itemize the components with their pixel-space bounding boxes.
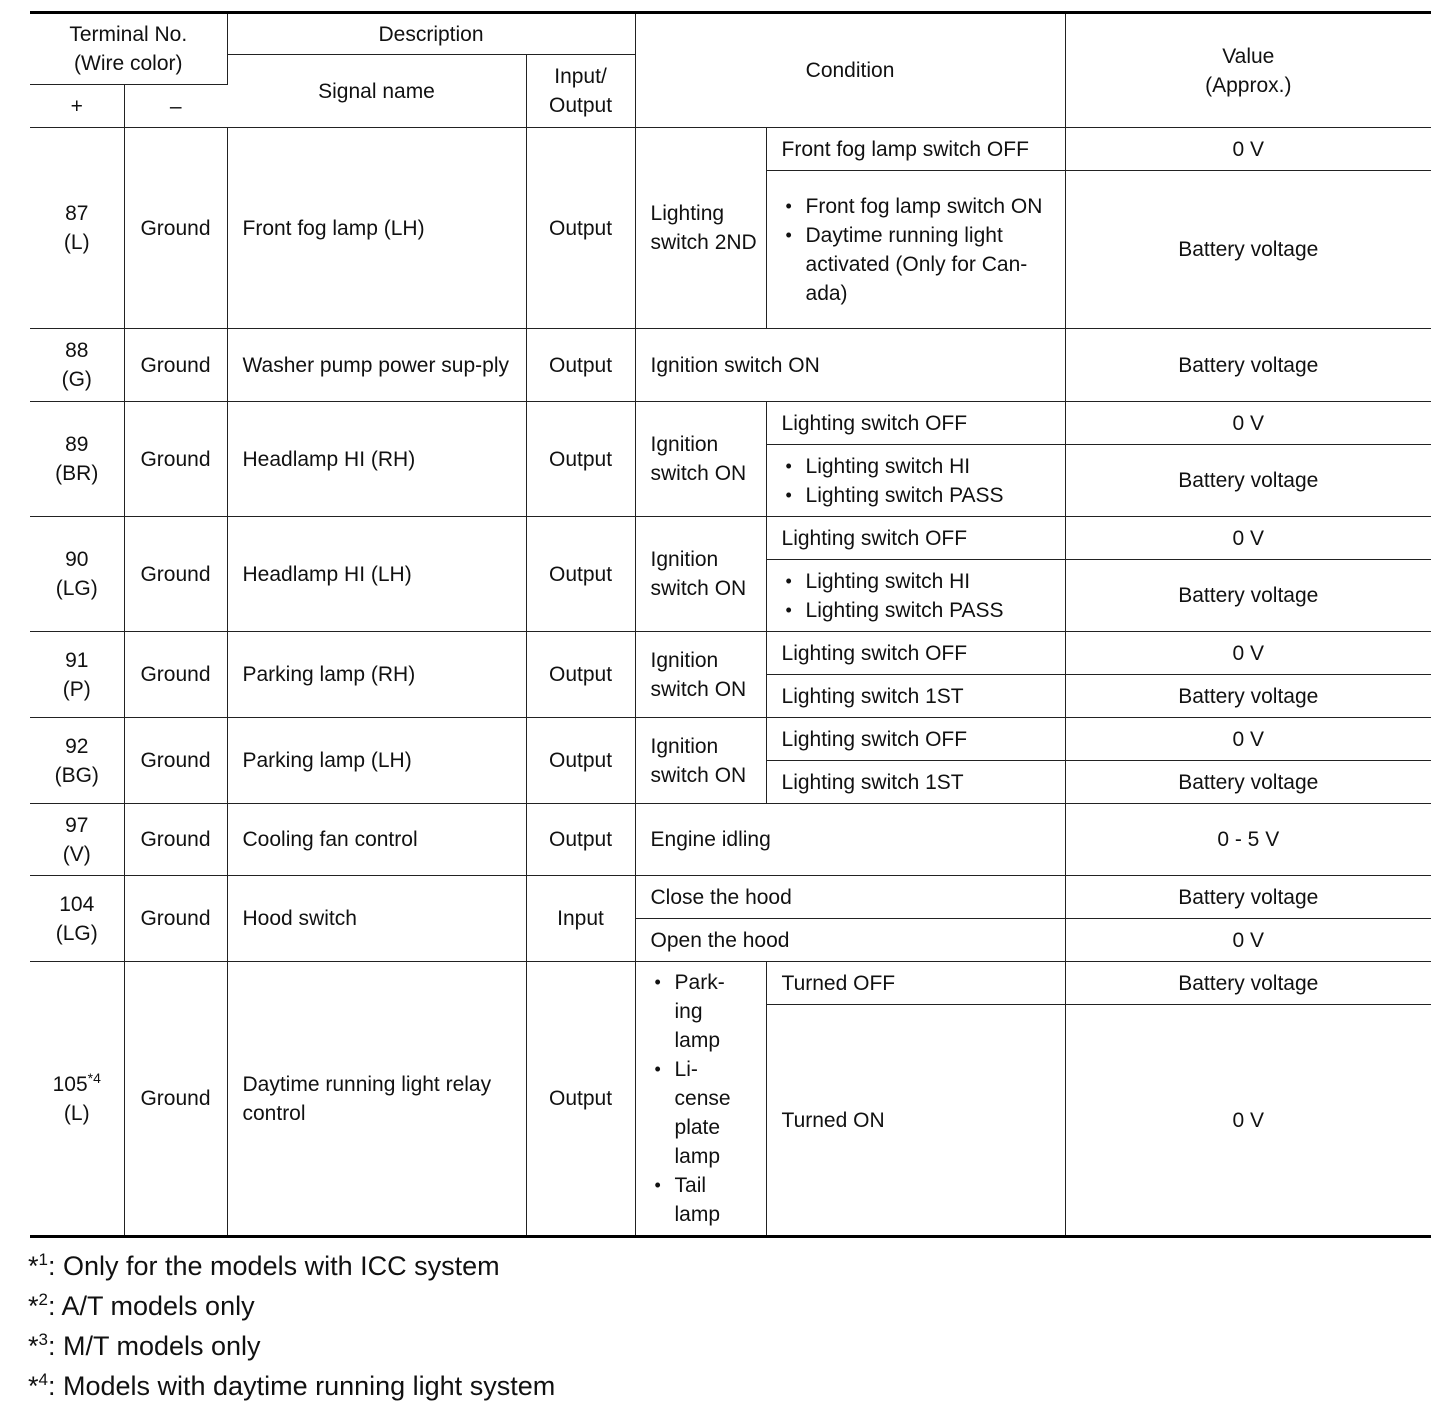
sub-condition: Lighting switch OFF xyxy=(766,517,1065,560)
value-cell: Battery voltage xyxy=(1065,962,1431,1005)
list-item: • Front fog lamp switch ON xyxy=(806,192,1057,221)
terminal-cell xyxy=(30,329,124,402)
footnote-mark: * xyxy=(28,1251,39,1281)
terminal-number: 88 xyxy=(65,339,89,362)
minus-cell: Ground xyxy=(124,804,227,876)
terminal-cell xyxy=(30,517,124,632)
sub-condition: Lighting switch OFF xyxy=(766,718,1065,761)
terminal-number: 92 xyxy=(65,734,89,758)
terminal-cell xyxy=(30,876,124,962)
value-cell: Battery voltage xyxy=(1065,675,1431,718)
value-cell: Battery voltage xyxy=(1065,171,1431,329)
footnote xyxy=(28,1366,555,1406)
signal-name: Headlamp HI (RH) xyxy=(227,402,526,517)
header-value-label: Value xyxy=(1222,44,1275,68)
group-condition xyxy=(635,962,766,1237)
table-row xyxy=(30,962,1431,1005)
value-cell: 0 V xyxy=(1065,718,1431,761)
group-condition: Ignition switch ON xyxy=(635,718,766,804)
list-item: • Daytime running light activated (Only for Can-ada) xyxy=(806,221,1057,308)
list-item: • Lighting switch PASS xyxy=(806,596,1057,625)
signal-name: Parking lamp (RH) xyxy=(227,632,526,718)
group-condition: Ignition switch ON xyxy=(635,402,766,517)
footnote-text: : A/T models only xyxy=(47,1291,255,1321)
list-item: • Lighting switch PASS xyxy=(806,481,1057,510)
header-plus: + xyxy=(30,85,124,128)
footnote-number: 3 xyxy=(38,1330,48,1349)
list-item: • Tail lamp xyxy=(675,1171,747,1229)
minus-cell: Ground xyxy=(124,632,227,718)
sub-condition: Lighting switch OFF xyxy=(766,402,1065,445)
io-cell: Output xyxy=(526,632,635,718)
signal-name: Daytime running light relay control xyxy=(227,962,526,1237)
minus-cell: Ground xyxy=(124,402,227,517)
table-row xyxy=(30,804,1431,876)
footnote-text: : Models with daytime running light system xyxy=(47,1371,556,1401)
condition-cell: Engine idling xyxy=(635,804,1065,876)
terminal-cell xyxy=(30,128,124,329)
terminal-number-text: 105 xyxy=(52,1072,88,1096)
sub-condition: Lighting switch 1ST xyxy=(766,761,1065,804)
io-cell: Output xyxy=(526,128,635,329)
signal-name: Parking lamp (LH) xyxy=(227,718,526,804)
condition-cell: Open the hood xyxy=(635,919,1065,962)
terminal-cell xyxy=(30,402,124,517)
condition-cell: Close the hood xyxy=(635,876,1065,919)
value-cell: 0 V xyxy=(1065,128,1431,171)
terminal-number: 91 xyxy=(65,648,89,672)
table-row xyxy=(30,329,1431,402)
table-row xyxy=(30,876,1431,919)
io-cell: Input xyxy=(526,876,635,962)
io-cell: Output xyxy=(526,329,635,402)
header-minus: – xyxy=(124,85,227,128)
io-cell: Output xyxy=(526,962,635,1237)
footnote xyxy=(28,1286,555,1326)
minus-cell: Ground xyxy=(124,718,227,804)
io-cell: Output xyxy=(526,718,635,804)
footnote-mark: * xyxy=(28,1331,39,1361)
terminal-cell xyxy=(30,962,124,1237)
signal-name: Headlamp HI (LH) xyxy=(227,517,526,632)
value-cell: 0 V xyxy=(1065,632,1431,675)
value-cell: Battery voltage xyxy=(1065,876,1431,919)
signal-name: Cooling fan control xyxy=(227,804,526,876)
header-terminal-no xyxy=(30,13,227,85)
terminal-table xyxy=(30,11,1431,1238)
terminal-cell xyxy=(30,632,124,718)
table-row xyxy=(30,517,1431,560)
value-cell: Battery voltage xyxy=(1065,761,1431,804)
io-cell: Output xyxy=(526,402,635,517)
footnote-marker: *4 xyxy=(87,1069,101,1086)
header-input-output-line1: Input/ xyxy=(554,65,607,88)
header-signal-name: Signal name xyxy=(227,55,526,128)
terminal-number xyxy=(38,1070,116,1099)
header-input-output-line2: Output xyxy=(548,94,613,117)
table-row xyxy=(30,718,1431,761)
terminal-number: 90 xyxy=(65,548,89,571)
header-value xyxy=(1065,13,1431,128)
value-cell: 0 V xyxy=(1065,1005,1431,1237)
footnote-mark: * xyxy=(28,1371,39,1401)
wire-color: (L) xyxy=(63,1101,90,1125)
wire-color: (LG) xyxy=(55,921,98,945)
value-cell: Battery voltage xyxy=(1065,560,1431,632)
terminal-cell xyxy=(30,718,124,804)
header-terminal-label: Terminal No. xyxy=(69,23,188,46)
footnote-mark: * xyxy=(28,1291,39,1321)
list-item: • Li-cense plate lamp xyxy=(675,1055,747,1171)
footnote-text: : M/T models only xyxy=(47,1331,261,1361)
minus-cell: Ground xyxy=(124,517,227,632)
signal-name: Front fog lamp (LH) xyxy=(227,128,526,329)
wire-color: (LG) xyxy=(55,577,98,600)
header-description: Description xyxy=(227,13,635,55)
footnotes xyxy=(28,1246,555,1406)
wire-color: (P) xyxy=(62,677,91,701)
list-item: • Lighting switch HI xyxy=(806,567,1057,596)
minus-cell: Ground xyxy=(124,876,227,962)
sub-condition: Front fog lamp switch OFF xyxy=(766,128,1065,171)
list-item: • Park-ing lamp xyxy=(675,968,747,1055)
wire-color: (G) xyxy=(61,368,92,391)
value-cell: Battery voltage xyxy=(1065,445,1431,517)
footnote-number: 2 xyxy=(38,1290,48,1309)
terminal-number: 87 xyxy=(65,202,89,225)
io-cell: Output xyxy=(526,517,635,632)
sub-condition xyxy=(766,171,1065,329)
list-item: • Lighting switch HI xyxy=(806,452,1057,481)
group-condition: Ignition switch ON xyxy=(635,517,766,632)
header-condition: Condition xyxy=(635,13,1065,128)
sub-condition: Turned OFF xyxy=(766,962,1065,1005)
footnote xyxy=(28,1246,555,1286)
sub-condition xyxy=(766,560,1065,632)
table-row xyxy=(30,128,1431,171)
group-condition: Ignition switch ON xyxy=(635,632,766,718)
footnote-text: : Only for the models with ICC system xyxy=(47,1251,500,1281)
table-row xyxy=(30,632,1431,675)
signal-name: Hood switch xyxy=(227,876,526,962)
footnote-number: 4 xyxy=(38,1370,48,1389)
value-cell: 0 V xyxy=(1065,402,1431,445)
header-input-output xyxy=(526,55,635,128)
wire-color: (BG) xyxy=(54,763,99,787)
footnote xyxy=(28,1326,555,1366)
sub-condition: Turned ON xyxy=(766,1005,1065,1237)
sub-condition: Lighting switch 1ST xyxy=(766,675,1065,718)
wire-color: (BR) xyxy=(55,462,99,485)
header-wire-color-label: (Wire color) xyxy=(74,52,183,75)
header-value-approx: (Approx.) xyxy=(1205,73,1292,97)
signal-name: Washer pump power sup-ply xyxy=(227,329,526,402)
minus-cell: Ground xyxy=(124,128,227,329)
terminal-number: 104 xyxy=(59,892,95,916)
sub-condition: Lighting switch OFF xyxy=(766,632,1065,675)
sub-condition xyxy=(766,445,1065,517)
wire-color: (L) xyxy=(63,231,90,254)
table-row xyxy=(30,402,1431,445)
value-cell: Battery voltage xyxy=(1065,329,1431,402)
value-cell: 0 V xyxy=(1065,517,1431,560)
io-cell: Output xyxy=(526,804,635,876)
terminal-number: 89 xyxy=(65,433,89,456)
minus-cell: Ground xyxy=(124,962,227,1237)
terminal-cell xyxy=(30,804,124,876)
terminal-number: 97 xyxy=(65,813,89,837)
value-cell: 0 - 5 V xyxy=(1065,804,1431,876)
group-condition: Lighting switch 2ND xyxy=(635,128,766,329)
value-cell: 0 V xyxy=(1065,919,1431,962)
footnote-number: 1 xyxy=(38,1250,48,1269)
condition-cell: Ignition switch ON xyxy=(635,329,1065,402)
minus-cell: Ground xyxy=(124,329,227,402)
wire-color: (V) xyxy=(62,842,91,866)
